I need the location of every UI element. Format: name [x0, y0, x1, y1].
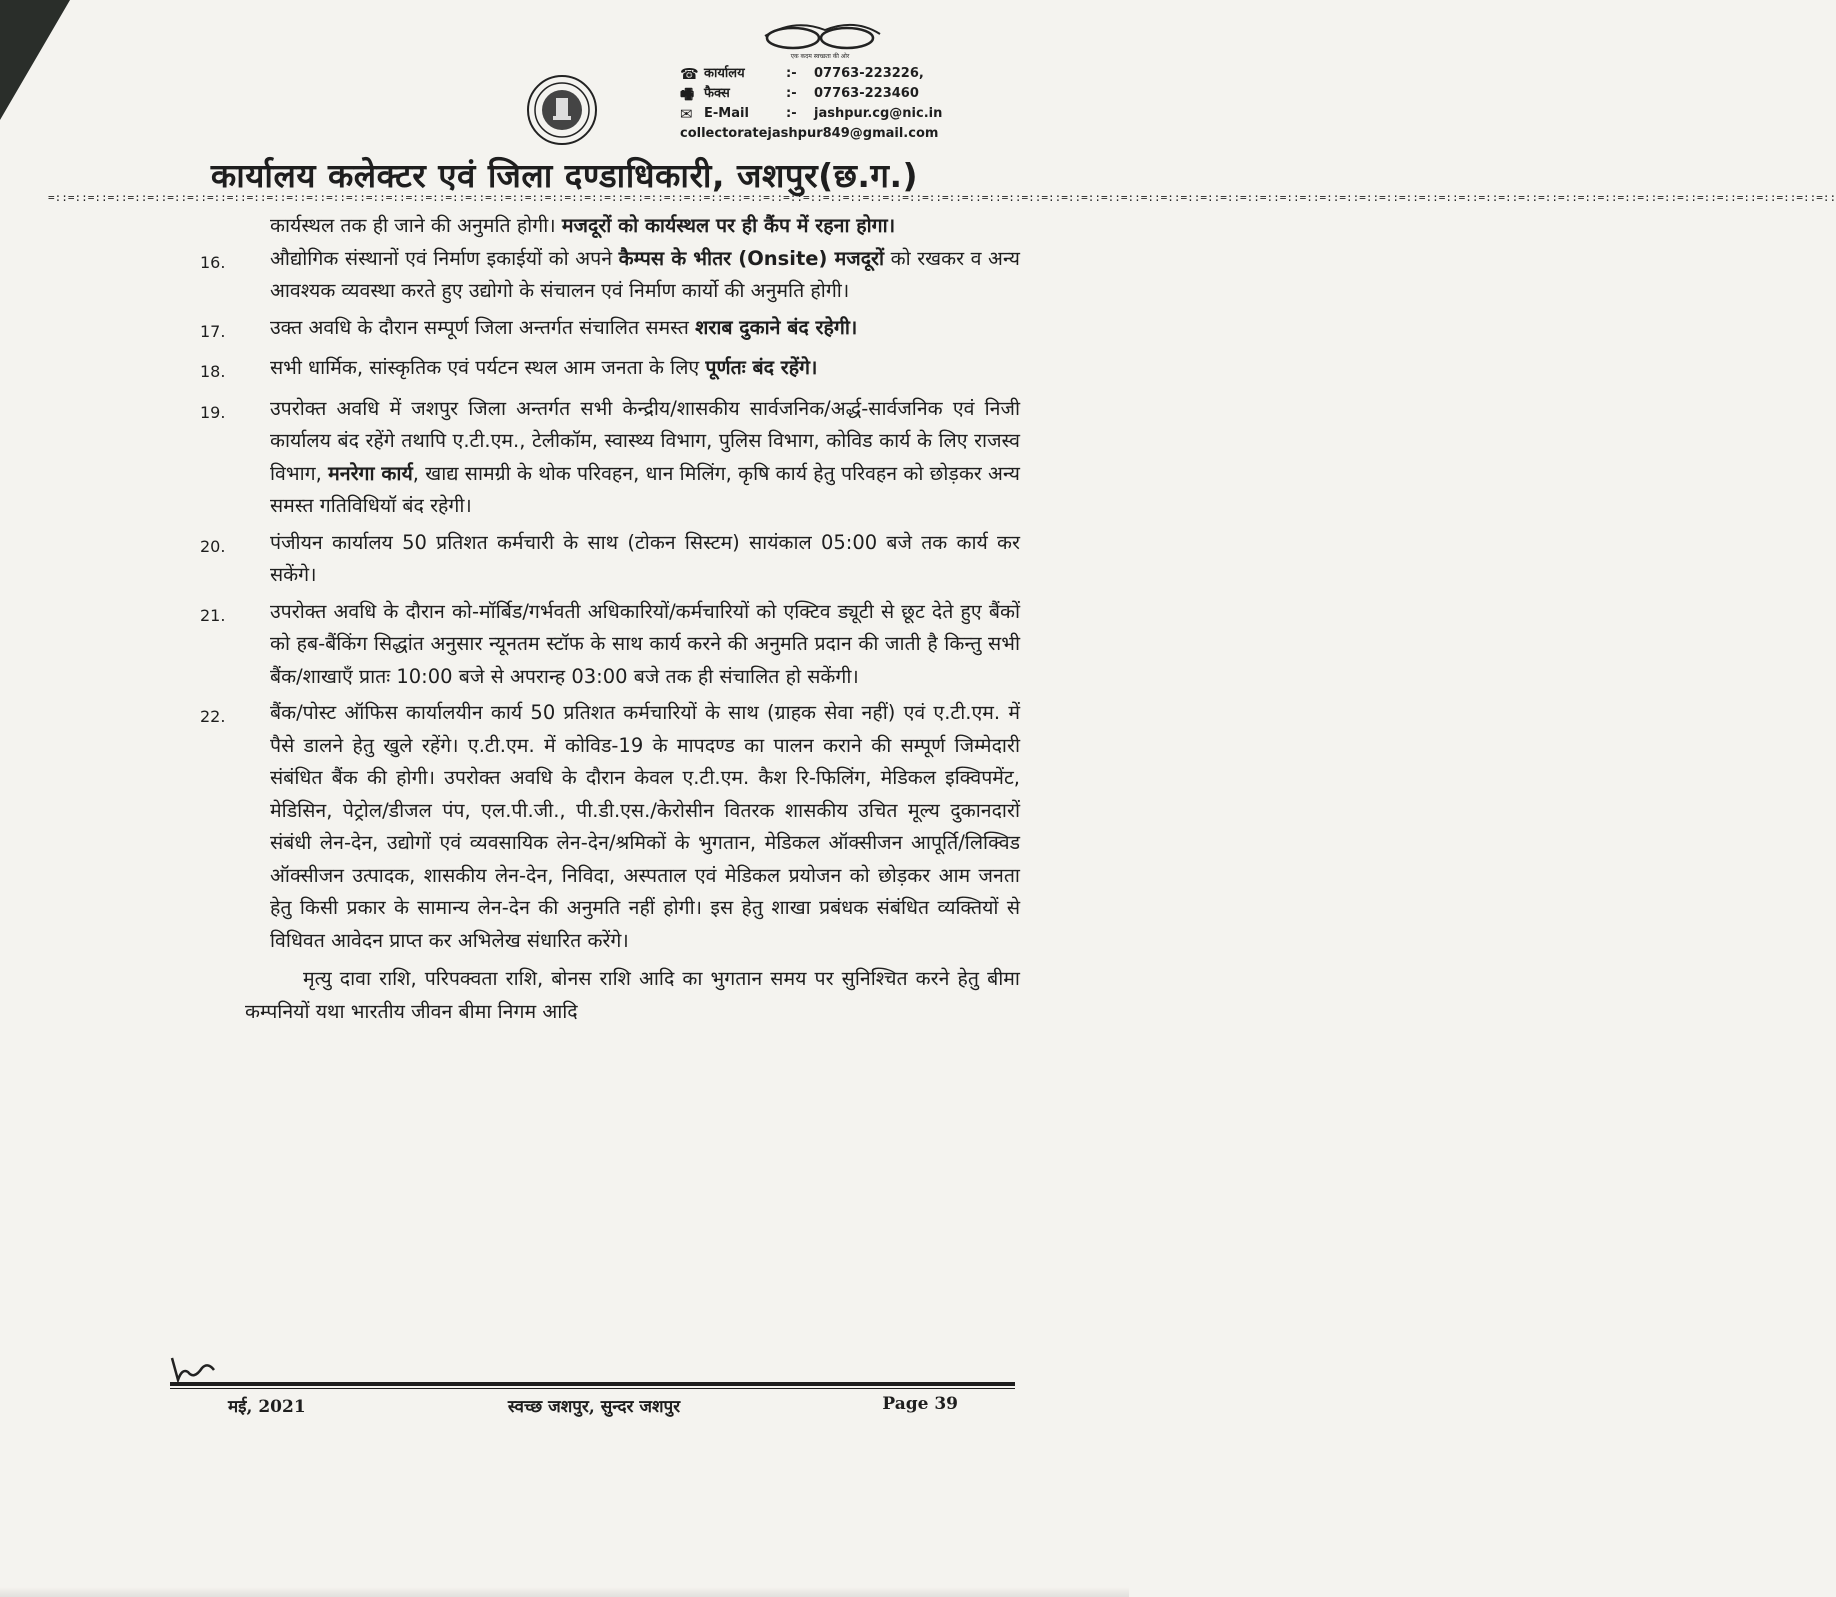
list-item	[200, 697, 1020, 957]
contact-value: 07763-223226,	[814, 66, 924, 81]
item-number: 22.	[200, 707, 226, 726]
contact-label: कार्यालय	[704, 66, 745, 81]
page-bottom-edge	[0, 1587, 1129, 1597]
mail-icon: ✉	[680, 105, 693, 123]
footer-divider-thin	[170, 1388, 1015, 1389]
fax-icon: 🖷	[680, 85, 695, 103]
page-number: Page 39	[882, 1394, 958, 1414]
contact-label: फैक्स	[704, 86, 730, 101]
item-number: 18.	[200, 362, 226, 381]
document-body	[200, 210, 1020, 1028]
list-item	[200, 352, 1020, 389]
continued-item-text: कार्यस्थल तक ही जाने की अनुमति होगी। मजदूरों को कार्यस्थल पर ही कैंप में रहना होगा।	[270, 214, 896, 237]
footer-date: मई, 2021	[228, 1397, 306, 1417]
page-corner-fold	[0, 0, 70, 120]
contact-email-2: collectoratejashpur849@gmail.com	[680, 126, 939, 141]
list-item	[200, 393, 1020, 523]
contact-value: jashpur.cg@nic.in	[814, 106, 943, 121]
page-footer	[228, 1394, 958, 1417]
list-item	[200, 243, 1020, 308]
contact-block	[680, 64, 1060, 144]
item-text: बैंक/पोस्ट ऑफिस कार्यालयीन कार्य 50 प्रतिशत कर्मचारियों के साथ (ग्राहक सेवा नहीं) एवं ए.टी.एम. में पैसे डालने हेतु खुले रहेंगे। ए.टी.एम. में कोविड-19 के मापदण्ड का पालन कराने की सम्पूर्ण जिम्मेदारी संबंधित बैंक की होगी। उपरोक्त अवधि के दौरान केवल ए.टी.एम. कैश रि-फिलिंग, मेडिकल इक्विपमेंट, मेडिसिन, पेट्रोल/डीजल पंप, एल.पी.जी., पी.डी.एस./केरोसीन वितरक शासकीय उचित मूल्य दुकानदारों संबंधी लेन-देन, उद्योगों एवं व्यवसायिक लेन-देन/श्रमिकों के भुगतान, मेडिकल ऑक्सीजन आपूर्ति/लिक्विड ऑक्सीजन उत्पादक, शासकीय लेन-देन, निविदा, अस्पताल एवं मेडिकल प्रयोजन को छोड़कर आम जनता हेतु किसी प्रकार के सामान्य लेन-देन की अनुमति नहीं होगी। इस हेतु शाखा प्रबंधक संबंधित व्यक्तियों से विधिवत आवेदन प्राप्त कर अभिलेख संधारित करेंगे।	[270, 701, 1020, 952]
item-number: 19.	[200, 402, 226, 422]
item-number: 16.	[200, 252, 226, 272]
list-item	[200, 596, 1020, 694]
footer-slogan: स्वच्छ जशपुर, सुन्दर जशपुर	[507, 1397, 681, 1417]
closing-paragraph: मृत्यु दावा राशि, परिपक्वता राशि, बोनस राशि आदि का भुगतान समय पर सुनिश्चित करने हेतु बीमा कम्पनियों यथा भारतीय जीवन बीमा निगम आदि	[245, 967, 1020, 1023]
swachh-tagline: एक कदम स्वच्छता की ओर	[790, 53, 850, 60]
contact-value: 07763-223460	[814, 86, 919, 101]
swachh-bharat-logo	[755, 22, 885, 62]
contact-office-phone: ☎ कार्यालय :- 07763-223226,	[680, 65, 924, 83]
footer-divider	[170, 1382, 1015, 1386]
phone-icon: ☎	[680, 65, 699, 83]
item-text: उक्त अवधि के दौरान सम्पूर्ण जिला अन्तर्गत संचालित समस्त शराब दुकाने बंद रहेगी।	[270, 315, 858, 339]
contact-fax: 🖷 फैक्स :- 07763-223460	[680, 85, 919, 103]
state-emblem	[526, 74, 598, 146]
item-number: 21.	[200, 605, 226, 625]
item-text: औद्योगिक संस्थानों एवं निर्माण इकाईयों को अपने कैम्पस के भीतर (Onsite) मजदूरों को रखकर व अन्य आवश्यक व्यवस्था करते हुए उद्योगो के संचालन एवं निर्माण कार्यो की अनुमति होगी।	[270, 246, 1020, 302]
item-text: सभी धार्मिक, सांस्कृतिक एवं पर्यटन स्थल आम जनता के लिए पूर्णतः बंद रहेंगे।	[270, 356, 818, 379]
item-text: पंजीयन कार्यालय 50 प्रतिशत कर्मचारी के साथ (टोकन सिस्टम) सायंकाल 05:00 बजे तक कार्य कर सकेंगे।	[270, 530, 1020, 586]
contact-label: E-Mail	[704, 106, 749, 121]
contact-email: ✉ E-Mail :- jashpur.cg@nic.in	[680, 105, 943, 123]
office-title: कार्यालय कलेक्टर एवं जिला दण्डाधिकारी, जशपुर(छ.ग.)	[210, 156, 919, 195]
item-text: उपरोक्त अवधि के दौरान को-मॉर्बिड/गर्भवती अधिकारियों/कर्मचारियों को एक्टिव ड्यूटी से छूट देते हुए बैंकों को हब-बैंकिंग सिद्धांत अनुसार न्यूनतम स्टॉफ के साथ कार्य करने की अनुमति प्रदान की जाती है किन्तु सभी बैंक/शाखाएँ प्रातः 10:00 बजे से अपरान्ह 03:00 बजे तक ही संचालित हो सकेंगी।	[270, 599, 1020, 688]
item-number: 20.	[200, 536, 226, 556]
list-item	[200, 527, 1020, 592]
item-number: 17.	[200, 321, 226, 341]
item-text: उपरोक्त अवधि में जशपुर जिला अन्तर्गत सभी केन्द्रीय/शासकीय सार्वजनिक/अर्द्ध-सार्वजनिक एवं निजी कार्यालय बंद रहेंगे तथापि ए.टी.एम., टेलीकॉम, स्वास्थ्य विभाग, पुलिस विभाग, कोविड कार्य के लिए राजस्व विभाग, मनरेगा कार्य, खाद्य सामग्री के थोक परिवहन, धान मिलिंग, कृषि कार्य हेतु परिवहन को छोड़कर अन्य समस्त गतिविधियॉ बंद रहेगी।	[270, 396, 1020, 517]
list-item	[200, 312, 1020, 349]
header-divider: =::=::=::=::=::=::=::=::=::=::=::=::=::=::=::=::=::=::=::=::=::=::=::=::=::=::=::=::=::=::=::=::=::=::=::=::=::=::=::=::=::=::=::=::=::=::=::=::=::=::=::=::=::=::=::=::=::=::=::=::=::=::=::=::=::=::=::=::=::=::=::=::=::=::=::=::=::=::=::=::=::=::=::=::=::=::=::=::=::=::	[48, 191, 1836, 204]
